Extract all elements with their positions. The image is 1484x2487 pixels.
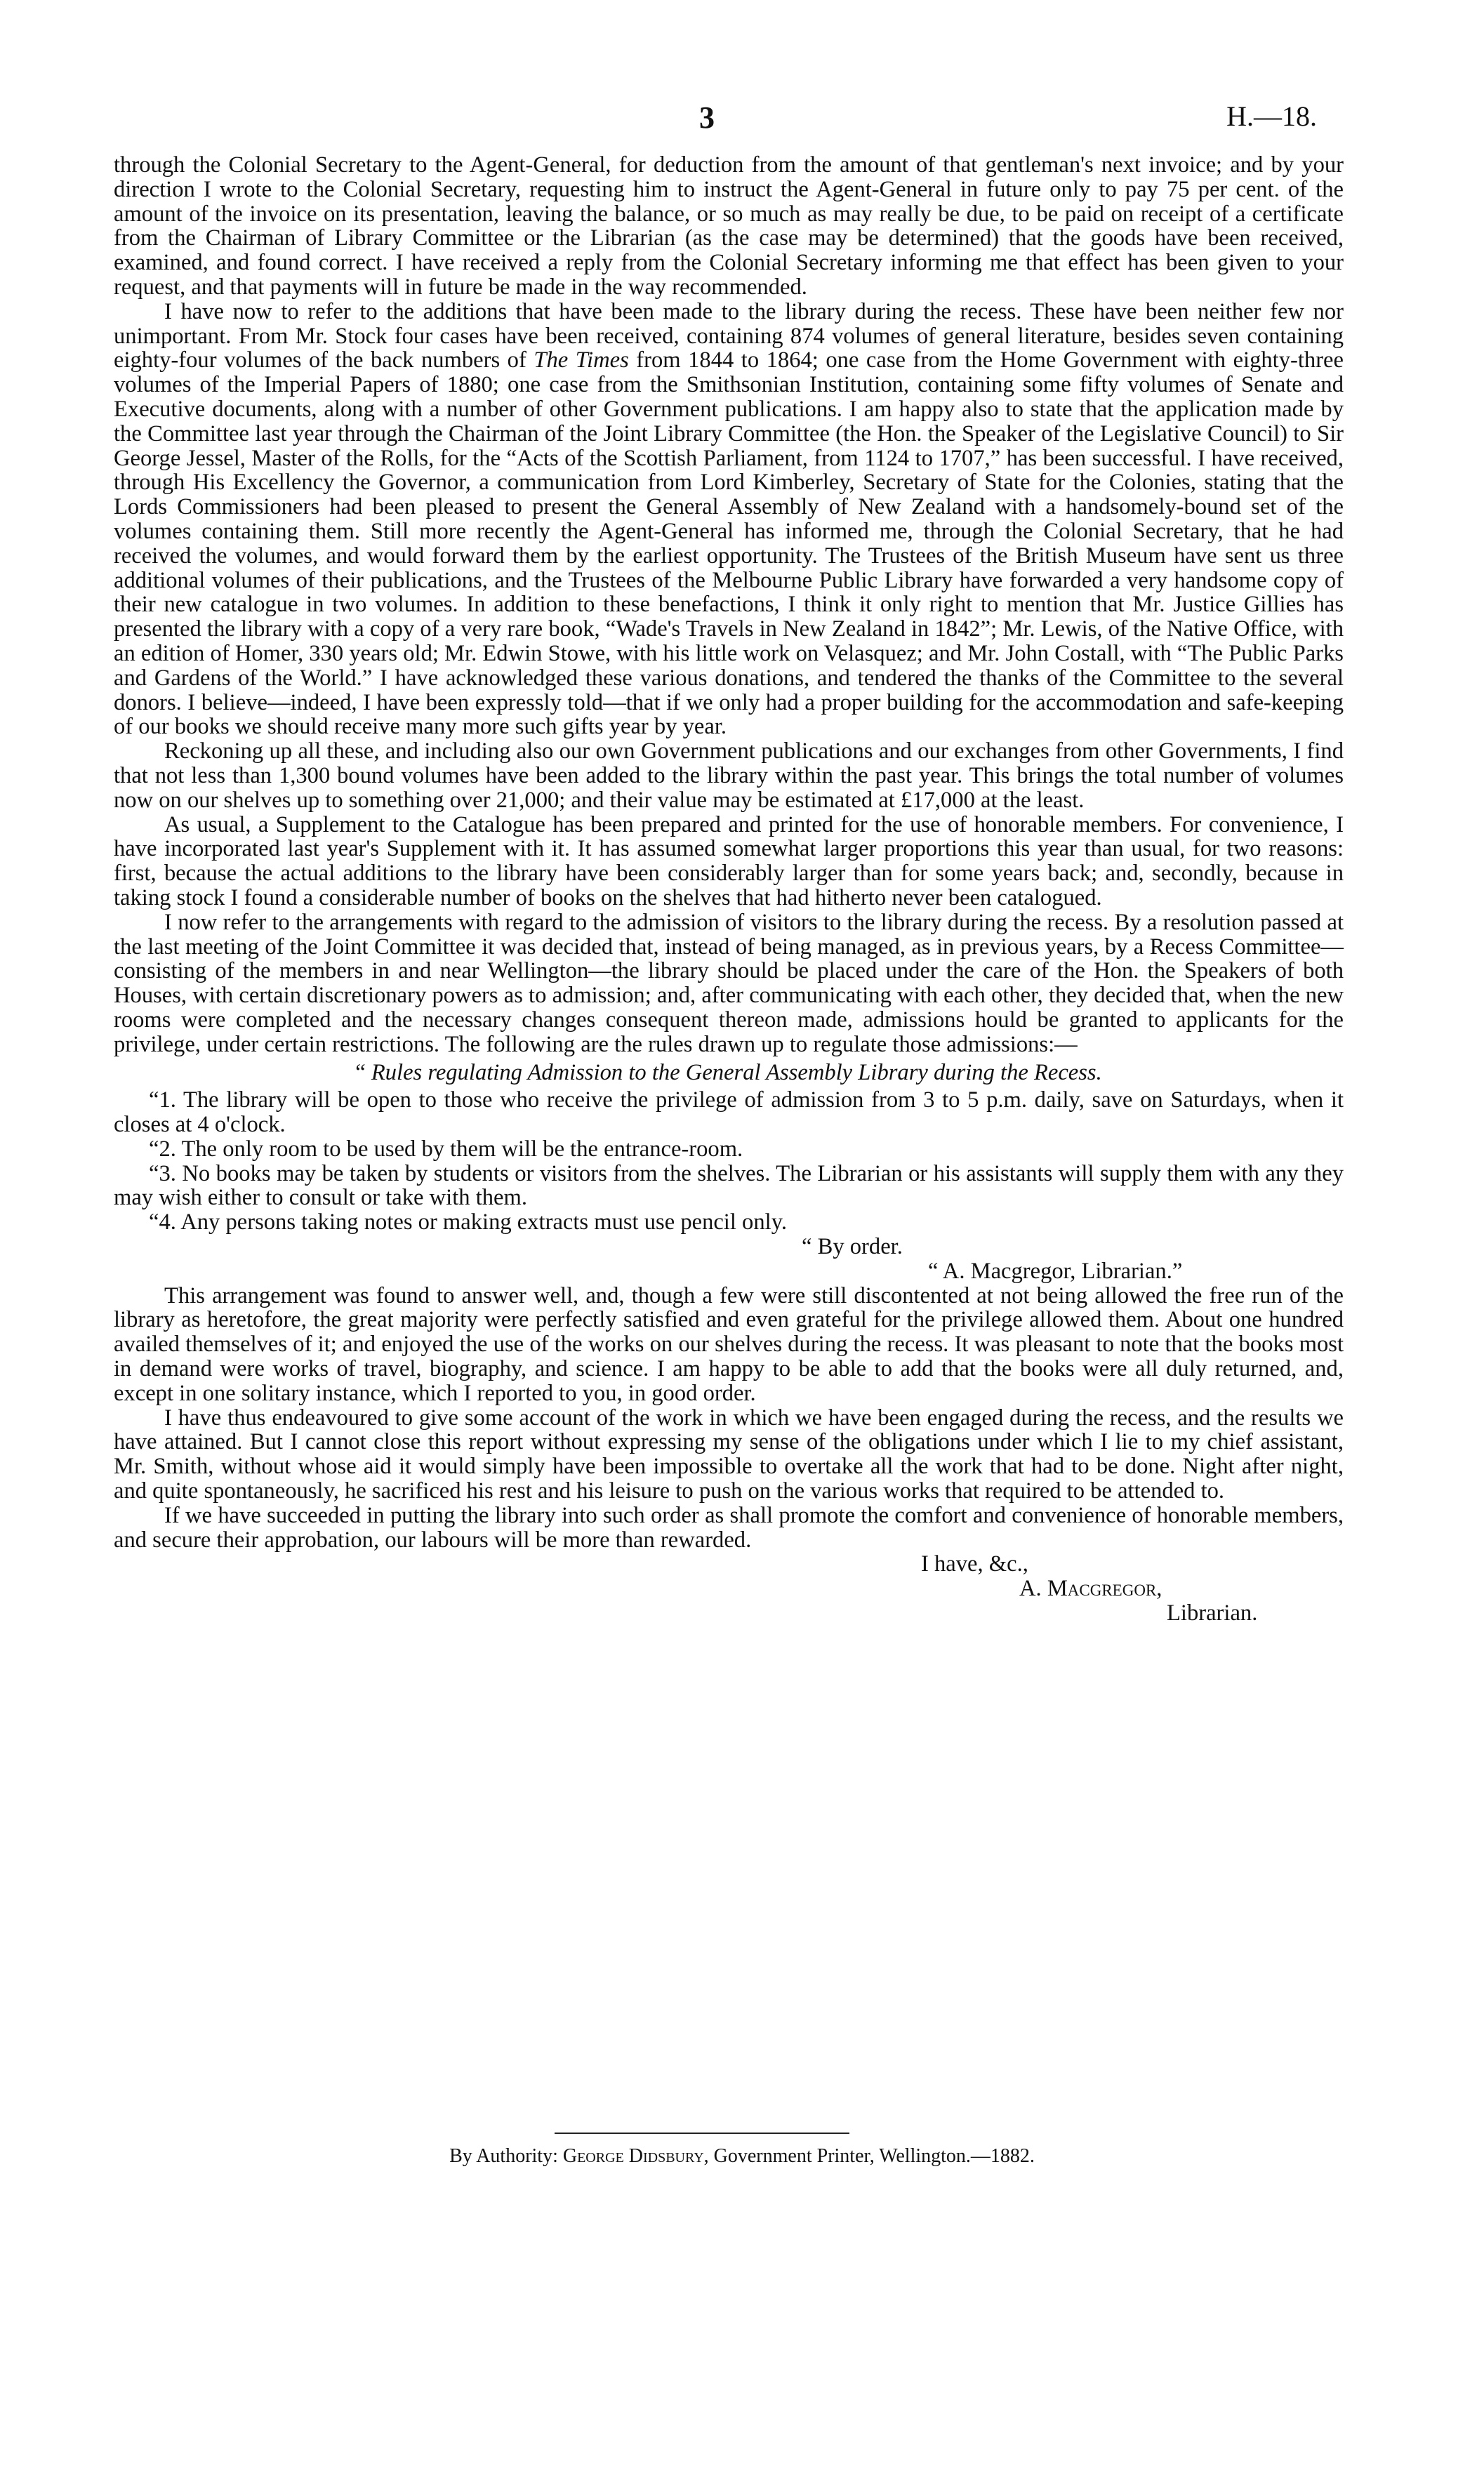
closing-block [114, 1552, 1344, 1643]
by-order: “ By order. [802, 1234, 903, 1260]
document-reference: H.—18. [1226, 100, 1317, 132]
paragraph: This arrangement was found to answer well, and, though a few were still discontented at not being allowed the free run of the library as heretofore, the great majority were perfectly satisfied and even grateful for the privilege allowed them. About one hundred availed themselves of it; and enjoyed the use of the works on our shelves during the recess. It was pleasant to note that the books most in demand were works of travel, biography, and science. I am happy to be able to add that the books were all duly returned, and, except in one solitary instance, which I reported to you, in good order. [114, 1282, 1344, 1406]
rules-signature: “ A. Macgregor, Librarian.” [928, 1258, 1183, 1284]
imprint-rest: Government Printer, Wellington.—1882. [713, 2145, 1035, 2167]
rules-heading-text: Rules regulating Admission to the General Assembly Library during the Recess. [371, 1060, 1102, 1086]
paragraph: I now refer to the arrangements with regard to the admission of visitors to the library during the recess. By a resolution passed at the last meeting of the Joint Committee it was decided that, instead of being managed, as in previous years, by a Recess Committee—consisting of the members in and near Wellington—the library should be placed under the care of the Hon. the Speakers of both Houses, with certain discretionary powers as to admission; and, after communicating with each other, they decided that, when the new rooms were completed and the necessary changes consequent thereon made, admissions hould be granted to applicants for the privilege, under certain restrictions. The following are the rules drawn up to regulate those admissions:— [114, 909, 1344, 1057]
imprint-prefix: By Authority: [449, 2145, 558, 2167]
page-number: 3 [699, 100, 715, 135]
imprint-printer: George Didsbury, [562, 2145, 709, 2167]
closing-title: Librarian. [1167, 1600, 1258, 1626]
paragraph: Reckoning up all these, and including also our own Government publications and our exchanges from other Governments, I find that not less than 1,300 bound volumes have been added to the library within the past year. This brings the total number of volumes now on our shelves up to something over 21,000; and their value may be estimated at £17,000 at the least. [114, 738, 1344, 813]
paragraph: through the Colonial Secretary to the Agent-General, for deduction from the amount of that gentleman's next invoice; and by your direction I wrote to the Colonial Secretary, requesting him to instruct the Agent-General in future only to pay 75 per cent. of the amount of the invoice on its presentation, leaving the balance, or so much as may really be due, to be paid on receipt of a certificate from the Chairman of Library Committee or the Librarian (as the case may be determined) that the goods have been received, examined, and found correct. I have received a reply from the Colonial Secretary informing me that effect has been given to your request, and that payments will in future be made in the way recommended. [114, 152, 1344, 300]
newspaper-title: The Times [534, 347, 629, 373]
rules-heading-quote: “ [355, 1060, 366, 1086]
paragraph: As usual, a Supplement to the Catalogue has been prepared and printed for the use of honorable members. For convenience, I have incorporated last year's Supplement with it. It has assumed somewhat larger proportions this year than usual, for two reasons: first, because the actual additions to the library have been considerably larger than for some years back; and, secondly, because in taking stock I found a considerable number of books on the shelves that had hitherto never been catalogued. [114, 811, 1344, 910]
paragraph: I have thus endeavoured to give some account of the work in which we have been engaged during the recess, and the results we have attained. But I cannot close this report without expressing my sense of the obligations under which I lie to my chief assistant, Mr. Smith, without whose aid it would simply have been impossible to overtake all the work that had to be done. Night after night, and quite spontaneously, he sacrificed his rest and his leisure to push on the various works that required to be attended to. [114, 1405, 1344, 1504]
rules-heading [114, 1061, 1344, 1085]
closing-signature: A. Macgregor, [1019, 1576, 1162, 1602]
footer-divider [555, 2133, 849, 2134]
paragraph: If we have succeeded in putting the library into such order as shall promote the comfort and convenience of honorable members, and secure their approbation, our labours will be more than rewarded. [114, 1502, 1344, 1553]
printer-imprint [0, 2145, 1484, 2168]
rule-item: “2. The only room to be used by them will be the entrance-room. [149, 1136, 743, 1162]
rule-item: “1. The library will be open to those who receive the privilege of admission from 3 to 5 p.m. daily, save on Saturdays, when it closes at 4 o'clock. [114, 1087, 1344, 1138]
paragraph: I have now to refer to the additions that have been made to the library during the recess. These have been neither few nor unimportant. From Mr. Stock four cases have been received, containing 874 volumes of general literature, besides seven containing eighty-four volumes of the back numbers of The Times from 1844 to 1864; one case from the Home Government with eighty-three volumes of the Imperial Papers of 1880; one case from the Smithsonian Institution, containing some fifty volumes of Senate and Executive documents, along with a number of other Government publications. I am happy also to state that the application made by the Committee last year through the Chairman of the Joint Library Committee (the Hon. the Speaker of the Legislative Council) to Sir George Jessel, Master of the Rolls, for the “Acts of the Scottish Parliament, from 1124 to 1707,” has been successful. I have received, through His Excellency the Governor, a communication from Lord Kimberley, Secretary of State for the Colonies, stating that the Lords Commissioners had been pleased to present the General Assembly of New Zealand with a handsomely-bound set of the volumes containing them. Still more recently the Agent-General has informed me, through the Colonial Secretary, that he had received the volumes, and would forward them by the earliest opportunity. The Trustees of the British Museum have sent us three additional volumes of their publications, and the Trustees of the Melbourne Public Library have forwarded a very handsome copy of their new catalogue in two volumes. In addition to these benefactions, I think it only right to mention that Mr. Justice Gillies has presented the library with a copy of a very rare book, “Wade's Travels in New Zealand in 1842”; Mr. Lewis, of the Native Office, with an edition of Homer, 330 years old; Mr. Edwin Stowe, with his little work on Velasquez; and Mr. John Costall, with “The Public Parks and Gardens of the World.” I have acknowledged these various donations, and tendered the thanks of the Committee to the several donors. I believe—indeed, I have been expressly told—that if we only had a proper building for the accommodation and safe-keeping of our books we should receive many more such gifts year by year. [114, 298, 1344, 740]
closing-salutation: I have, &c., [921, 1551, 1028, 1577]
rule-item: “3. No books may be taken by students or visitors from the shelves. The Librarian or his assistants will supply them with any they may wish either to consult or take with them. [114, 1160, 1344, 1211]
report-body [114, 153, 1344, 1643]
rule-item: “4. Any persons taking notes or making extracts must use pencil only. [149, 1209, 788, 1235]
